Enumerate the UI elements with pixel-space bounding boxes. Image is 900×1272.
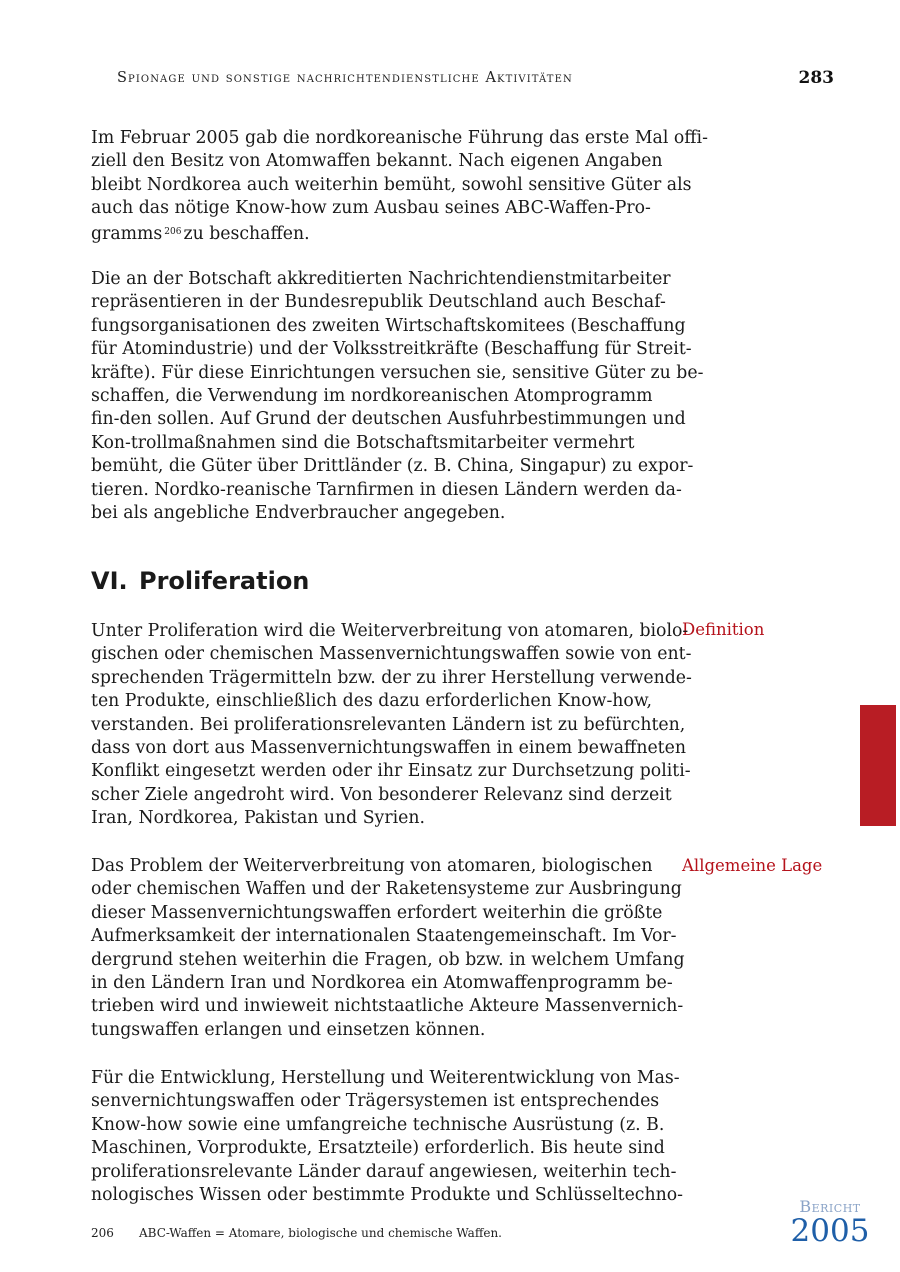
text-line: Know-how sowie eine umfangreiche technische Ausrüstung (z. B.	[91, 1114, 665, 1135]
text-line: Die an der Botschaft akkreditierten Nachrichtendienstmitarbeiter	[91, 269, 671, 289]
text-line: dergrund stehen weiterhin die Fragen, ob bzw. in welchem Umfang	[91, 949, 685, 970]
text-line: Konflikt eingesetzt werden oder ihr Einsatz zur Durchsetzung politi-	[91, 761, 691, 782]
paragraph-north-korea-nuclear	[91, 127, 708, 246]
text-line: Für die Entwicklung, Herstellung und Weiterentwicklung von Mas-	[91, 1068, 680, 1088]
text-line: bei als angebliche Endverbraucher angegeben.	[91, 503, 506, 524]
text-line: scher Ziele angedroht wird. Von besonderer Relevanz sind derzeit	[91, 784, 672, 805]
brand-word: Bericht	[799, 1197, 861, 1216]
text-line: tieren. Nordko-reanische Tarnfirmen in diesen Ländern werden da-	[91, 479, 682, 500]
footnote-reference[interactable]: 206	[164, 226, 182, 237]
text-line: fungsorganisationen des zweiten Wirtschaftskomitees (Beschaffung	[91, 315, 686, 336]
chapter-marker-tab	[860, 705, 896, 826]
page-number: 283	[798, 68, 834, 88]
text-line: tungswaffen erlangen und einsetzen können.	[91, 1019, 486, 1040]
text-line: oder chemischen Waffen und der Raketensysteme zur Ausbringung	[91, 879, 682, 900]
section-title: Proliferation	[139, 567, 310, 595]
footnote	[91, 1226, 502, 1240]
text-line: Kon-trollmaßnahmen sind die Botschaftsmitarbeiter vermehrt	[91, 432, 635, 453]
paragraph-definition	[91, 620, 692, 831]
text-line: in den Ländern Iran und Nordkorea ein Atomwaffenprogramm be-	[91, 973, 673, 994]
report-brand-logo	[790, 1197, 870, 1249]
running-title: Spionage und sonstige nachrichtendienstliche Aktivitäten	[117, 70, 573, 86]
text-line: Iran, Nordkorea, Pakistan und Syrien.	[91, 808, 425, 829]
footnote-number: 206	[91, 1226, 114, 1240]
text-line: ten Produkte, einschließlich des dazu erforderlichen Know-how,	[91, 691, 653, 712]
paragraph-general-situation	[91, 855, 685, 1042]
text-line: nologisches Wissen oder bestimmte Produkte und Schlüsseltechno-	[91, 1185, 683, 1206]
text-line: schaffen, die Verwendung im nordkoreanischen Atomprogramm	[91, 386, 653, 407]
footnote-text: ABC-Waffen = Atomare, biologische und chemische Waffen.	[139, 1226, 502, 1240]
text-line: gischen oder chemischen Massenvernichtungswaffen sowie von ent-	[91, 644, 692, 665]
text-line: fin-den sollen. Auf Grund der deutschen Ausfuhrbestimmungen und	[91, 409, 686, 430]
text-line: dass von dort aus Massenvernichtungswaffen in einem bewaffneten	[91, 738, 686, 759]
text-line: für Atomindustrie) und der Volksstreitkräfte (Beschaffung für Streit-	[91, 339, 692, 360]
text-line: senvernichtungswaffen oder Trägersystemen ist entsprechendes	[91, 1091, 660, 1112]
text-line: repräsentieren in der Bundesrepublik Deutschland auch Beschaf-	[91, 292, 666, 313]
margin-note-definition: Definition	[682, 620, 765, 639]
text-line: auch das nötige Know-how zum Ausbau seines ABC-Waffen-Pro-	[91, 198, 651, 219]
text-line: dieser Massenvernichtungswaffen erfordert weiterhin die größte	[91, 902, 663, 923]
brand-year: 2005	[790, 1213, 870, 1249]
text-fragment: gramms	[91, 223, 163, 244]
text-line: sprechenden Trägermitteln bzw. der zu ihrer Herstellung verwende-	[91, 667, 692, 688]
text-line: Unter Proliferation wird die Weiterverbreitung von atomaren, biolo-	[91, 621, 689, 641]
text-line: bemüht, die Güter über Drittländer (z. B. China, Singapur) zu expor-	[91, 456, 694, 477]
text-line: Maschinen, Vorprodukte, Ersatzteile) erforderlich. Bis heute sind	[91, 1138, 665, 1159]
text-line: verstanden. Bei proliferationsrelevanten Ländern ist zu befürchten,	[91, 714, 686, 735]
text-line: trieben wird und inwieweit nichtstaatliche Akteure Massenvernich-	[91, 996, 684, 1017]
paragraph-embassy-procurement	[91, 268, 704, 525]
text-line: bleibt Nordkorea auch weiterhin bemüht, sowohl sensitive Güter als	[91, 174, 692, 195]
text-fragment: zu beschaffen.	[183, 223, 310, 244]
text-line: proliferationsrelevante Länder darauf angewiesen, weiterhin tech-	[91, 1161, 677, 1182]
margin-note-general-situation: Allgemeine Lage	[682, 856, 823, 875]
text-line: Im Februar 2005 gab die nordkoreanische Führung das erste Mal offi-	[91, 128, 708, 148]
section-heading	[91, 567, 309, 595]
text-line: Aufmerksamkeit der internationalen Staatengemeinschaft. Im Vor-	[91, 926, 677, 947]
text-line: ziell den Besitz von Atomwaffen bekannt. Nach eigenen Angaben	[91, 151, 663, 172]
text-line: Das Problem der Weiterverbreitung von atomaren, biologischen	[91, 856, 653, 876]
paragraph-technology-needs	[91, 1067, 683, 1207]
text-line	[91, 221, 661, 246]
section-number: VI.	[91, 567, 128, 595]
text-line: kräfte). Für diese Einrichtungen versuchen sie, sensitive Güter zu be-	[91, 362, 704, 383]
